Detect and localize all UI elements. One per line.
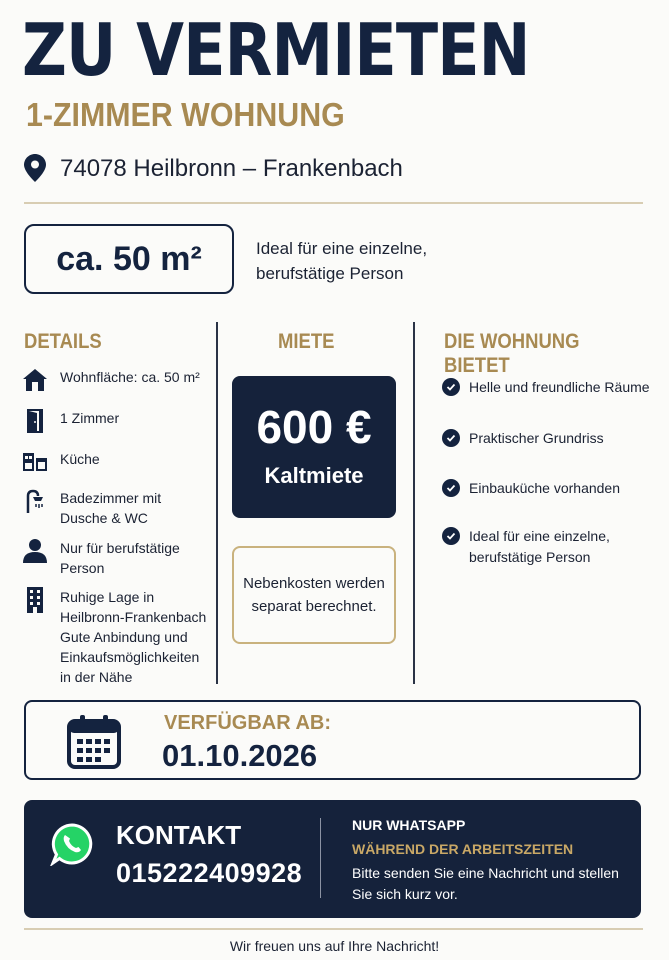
detail-text: 1 Zimmer xyxy=(60,410,120,426)
detail-item-bathroom xyxy=(22,488,212,528)
feature-text: Praktischer Grundriss xyxy=(469,430,604,446)
detail-item-kitchen xyxy=(22,449,212,475)
detail-text: Ruhige Lage in Heilbronn-Frankenbach Gute Anbindung und Einkaufsmöglichkeiten in der Nähe xyxy=(60,589,207,685)
building-icon xyxy=(22,587,48,613)
check-circle-icon xyxy=(442,479,460,497)
size-note: Ideal für eine einzelne, berufstätige Person xyxy=(256,239,428,283)
feature-item xyxy=(442,526,642,568)
calendar-icon xyxy=(66,714,122,770)
check-circle-icon xyxy=(442,378,460,396)
contact-divider xyxy=(320,818,321,898)
detail-item-rooms xyxy=(22,408,212,434)
contact-message: Bitte senden Sie eine Nachricht und stellen Sie sich kurz vor. xyxy=(352,865,619,902)
location-text: 74078 Heilbronn – Frankenbach xyxy=(60,155,403,182)
kitchen-icon xyxy=(22,449,48,475)
contact-box xyxy=(24,800,641,918)
whatsapp-icon[interactable] xyxy=(50,822,94,866)
location-pin-icon xyxy=(24,154,46,182)
check-circle-icon xyxy=(442,527,460,545)
detail-text: Küche xyxy=(60,451,100,467)
detail-item-location xyxy=(22,587,212,687)
contact-label: KONTAKT xyxy=(116,820,242,850)
phone-number[interactable]: 015222409928 xyxy=(116,858,303,888)
check-circle-icon xyxy=(442,429,460,447)
availability-label: VERFÜGBAR AB: xyxy=(164,712,332,734)
feature-text: Ideal für eine einzelne, berufstätige Person xyxy=(469,528,610,565)
house-icon xyxy=(22,367,48,393)
rent-price: 600 € xyxy=(256,401,372,453)
availability-date: 01.10.2026 xyxy=(162,738,318,773)
features-heading: DIE WOHNUNG BIETET xyxy=(444,330,580,377)
contact-hours: WÄHREND DER ARBEITSZEITEN xyxy=(352,841,574,857)
door-icon xyxy=(22,408,48,434)
feature-item xyxy=(442,428,658,449)
extra-costs-note: Nebenkosten werden separat berechnet. xyxy=(232,546,396,644)
divider xyxy=(24,202,643,204)
rent-heading: MIETE xyxy=(278,330,335,353)
feature-item xyxy=(442,478,658,499)
details-heading: DETAILS xyxy=(24,330,102,353)
page-subtitle: 1-ZIMMER WOHNUNG xyxy=(26,96,345,133)
feature-item xyxy=(442,377,658,398)
column-divider xyxy=(216,322,218,684)
feature-text: Helle und freundliche Räume xyxy=(469,379,650,395)
size-badge: ca. 50 m² xyxy=(24,224,234,294)
page-title: ZU VERMIETEN xyxy=(22,8,530,92)
price-box xyxy=(232,376,396,518)
detail-item-tenant xyxy=(22,538,212,578)
shower-icon xyxy=(22,488,48,514)
person-icon xyxy=(22,538,48,564)
whatsapp-only-note: NUR WHATSAPP xyxy=(352,817,466,833)
footer-text: Wir freuen uns auf Ihre Nachricht! xyxy=(229,938,440,954)
feature-text: Einbauküche vorhanden xyxy=(469,480,621,496)
availability-box xyxy=(24,700,641,780)
rent-price-label: Kaltmiete xyxy=(264,463,364,488)
column-divider xyxy=(413,322,415,684)
detail-text: Wohnfläche: ca. 50 m² xyxy=(60,369,200,385)
detail-text: Badezimmer mit Dusche & WC xyxy=(60,490,162,526)
divider xyxy=(24,928,643,930)
detail-text: Nur für berufstätige Person xyxy=(60,540,180,576)
detail-item-area xyxy=(22,367,212,393)
